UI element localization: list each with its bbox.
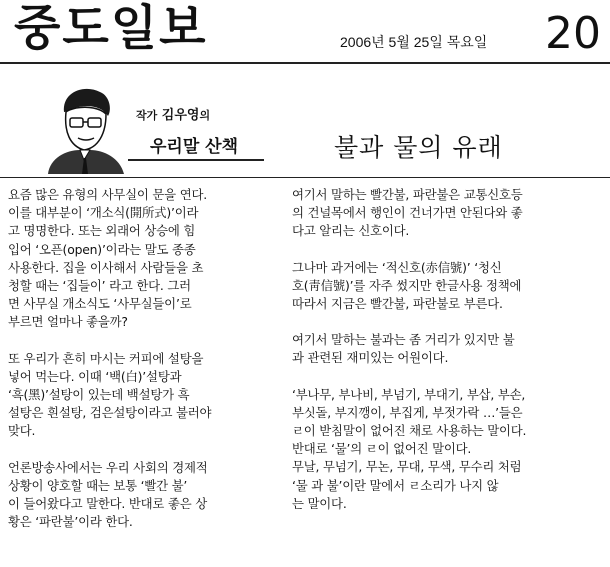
article-paragraph: 또 우리가 흔히 마시는 커피에 설탕을 넣어 먹는다. 이때 ‘백(白)’설탕과 ‘흑(黑)’설탕이 있는데 백설탕가 흑 설탕은 흰설탕, 검은설탕이라고 불러야 맞다.: [8, 350, 212, 439]
issue-date: 2006년 5월 25일 목요일: [340, 34, 488, 50]
author-prefix: 작가: [136, 109, 158, 122]
newspaper-name: 중도일보: [14, 0, 208, 56]
article-headline: 불과 물의 유래: [334, 133, 503, 162]
article-paragraph: 여기서 말하는 불과는 좀 거리가 있지만 불 과 관련된 재미있는 어원이다.: [292, 332, 515, 366]
masthead: [0, 0, 610, 64]
page-number: 20: [545, 8, 601, 59]
article-paragraph: 여기서 말하는 빨간불, 파란불은 교통신호등 의 건널목에서 행인이 건너가면 안된다와 좋 다고 알리는 신호이다.: [292, 187, 523, 239]
author-suffix: 의: [199, 109, 211, 122]
header-divider: [0, 177, 610, 178]
article-left-column: [8, 186, 280, 549]
author-portrait-icon: [44, 82, 126, 174]
article-paragraph: ‘부나무, 부나비, 부넘기, 부대기, 부삽, 부손, 부싯돌, 부지깽이, 부집게, 부젓가락 …’들은 ㄹ이 받침말이 없어진 채로 사용하는 말이다. 반대로 ‘물’의 ㄹ이 없어진 말이다. 무날, 무넘기, 무논, 무대, 무색, 무수리 처럼 ‘물 과 불’이란 말에서 ㄹ소리가 나지 않 는 말이다.: [292, 386, 527, 511]
article-paragraph: 그나마 과거에는 ‘적신호(赤信號)’ ‘청신 호(靑信號)’를 자주 썼지만 한글사용 정책에 따라서 지금은 빨간불, 파란불로 부른다.: [292, 259, 522, 312]
author-byline: [136, 104, 210, 123]
masthead-rule: [0, 62, 610, 64]
column-name: 우리말 산책: [150, 137, 239, 157]
article-paragraph: 요즘 많은 유형의 사무실이 문을 연다. 이를 대부분이 ‘개소식(開所式)’이라 고 명명한다. 또는 외래어 상승에 힘 입어 ‘오픈(open)’이라는 말도 종종 사용한다. 집을 이사해서 사람들을 초 청할 때는 ‘집들이’ 라고 한다. 그러 면 사무실 개소식도 ‘사무실들이’로 부르면 얼마나 좋을까?: [8, 187, 207, 330]
column-name-underline: [128, 159, 264, 161]
article-right-column: [292, 186, 594, 531]
author-name: 김우영: [161, 108, 200, 123]
article-paragraph: 언론방송사에서는 우리 사회의 경제적 상황이 양호할 때는 보통 ‘빨간 불’ 이 들어왔다고 말한다. 반대로 좋은 상 황은 ‘파란불’이라 한다.: [8, 459, 208, 530]
